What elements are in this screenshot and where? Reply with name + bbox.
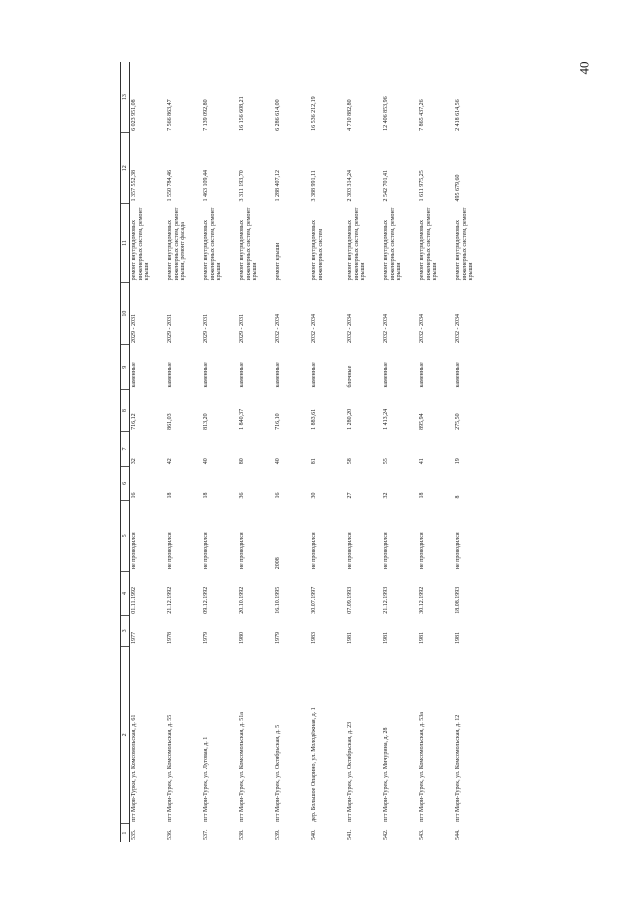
works-cell: ремонт внутридомовых инженерных систем, ремонт крыши: [419, 207, 438, 281]
period-cell: 2032 - 2034: [455, 313, 462, 343]
address-cell: пгт Мари-Турек, ул. Мичурина, д. 28: [383, 727, 390, 822]
cost1-cell: 495 679,60: [455, 174, 462, 202]
period-cell: 2032 - 2034: [275, 313, 282, 343]
floors-cell: 32: [383, 492, 390, 499]
column-header-11: 11: [121, 204, 130, 283]
material-cell: каменные: [455, 362, 462, 388]
row-number: 537.: [203, 829, 210, 840]
period-cell: 2032 - 2034: [347, 313, 354, 343]
date-cell: 20.10.1992: [239, 586, 246, 614]
date-cell: 21.12.1992: [167, 586, 174, 614]
cost1-cell: 3 311 193,70: [239, 170, 246, 202]
works-cell: ремонт внутридомовых инженерных систем, ремонт крыши: [455, 207, 474, 281]
column-header-10: 10: [121, 282, 130, 345]
status-cell: не проводился: [455, 532, 462, 570]
period-cell: 2032 - 2034: [383, 313, 390, 343]
period-cell: 2029 - 2031: [239, 313, 246, 343]
area-cell: 716,10: [275, 413, 282, 430]
date-cell: 09.12.1992: [203, 586, 210, 614]
address-cell: пгт Мари-Турек, ул. Луговая, д. 1: [203, 736, 210, 822]
cost1-cell: 1 463 109,44: [203, 170, 210, 202]
works-cell: ремонт внутридомовых инженерных систем, ремонт крыши, ремонт фасада: [167, 207, 186, 281]
column-header-1: 1: [121, 824, 130, 842]
status-cell: не проводился: [131, 532, 138, 570]
floors-cell: 16: [131, 492, 138, 499]
material-cell: каменные: [167, 362, 174, 388]
address-cell: пгт Мари-Турек, ул. Комсомольская, д. 53а: [419, 712, 426, 822]
table-row: [274, 62, 310, 842]
row-number: 539.: [275, 829, 282, 840]
address-cell: пгт Мари-Турек, ул. Комсомольская, д. 51а: [239, 712, 246, 822]
floors-cell: 8: [455, 495, 462, 499]
table-row: [202, 62, 238, 842]
status-cell: не проводился: [419, 532, 426, 570]
area-cell: 1 280,20: [347, 408, 354, 430]
status-cell: не проводился: [383, 532, 390, 570]
floors-cell: 18: [203, 492, 210, 499]
cost2-cell: 6 286 614,00: [275, 99, 282, 131]
apartments-cell: 41: [419, 458, 426, 465]
cost2-cell: 2 418 614,56: [455, 99, 462, 131]
year-built-cell: 1983: [311, 632, 318, 645]
cost2-cell: 7 566 863,47: [167, 99, 174, 131]
floors-cell: 16: [275, 492, 282, 499]
area-cell: 861,03: [167, 413, 174, 430]
works-cell: ремонт внутридомовых инженерных систем, ремонт крыши: [383, 207, 402, 281]
year-built-cell: 1978: [167, 632, 174, 645]
row-number: 541.: [347, 829, 354, 840]
table-row: [454, 62, 490, 842]
works-cell: ремонт внутридомовых инженерных систем, ремонт крыши: [203, 207, 222, 281]
apartments-cell: 32: [131, 458, 138, 465]
cost2-cell: 7 865 437,26: [419, 99, 426, 131]
date-cell: 16.10.1995: [275, 586, 282, 614]
cost2-cell: 7 139 092,80: [203, 99, 210, 131]
material-cell: каменные: [239, 362, 246, 388]
material-cell: каменные: [275, 362, 282, 388]
apartments-cell: 40: [275, 458, 282, 465]
cost2-cell: 12 406 853,96: [383, 96, 390, 131]
date-cell: 30.07.1997: [311, 586, 318, 614]
cost1-cell: 1 611 975,25: [419, 170, 426, 202]
row-number: 542.: [383, 829, 390, 840]
table-row: [238, 62, 274, 842]
status-cell: не проводился: [239, 532, 246, 570]
status-cell: не проводился: [347, 532, 354, 570]
year-built-cell: 1979: [275, 632, 282, 645]
table-row: [382, 62, 418, 842]
period-cell: 2029 - 2031: [131, 313, 138, 343]
material-cell: каменные: [203, 362, 210, 388]
period-cell: 2029 - 2031: [167, 313, 174, 343]
material-cell: каменные: [131, 362, 138, 388]
header-row: [121, 62, 130, 842]
apartments-cell: 58: [347, 458, 354, 465]
table-row: [130, 62, 167, 842]
address-cell: пгт Мари-Турек, ул. Комсомольская, д. 55: [167, 714, 174, 822]
column-header-9: 9: [121, 345, 130, 389]
cost1-cell: 1 288 407,12: [275, 170, 282, 202]
page-number: 40: [576, 61, 592, 75]
table-row: [166, 62, 202, 842]
status-cell: не проводился: [203, 532, 210, 570]
address-cell: пгт Мари-Турек, ул. Комсомольская, д. 12: [455, 714, 462, 822]
row-number: 540.: [311, 829, 318, 840]
table-row: [418, 62, 454, 842]
period-cell: 2032 - 2034: [419, 313, 426, 343]
column-header-8: 8: [121, 389, 130, 431]
period-cell: 2032 - 2034: [311, 313, 318, 343]
rotated-table: [120, 62, 540, 842]
material-cell: каменные: [383, 362, 390, 388]
table-row: [310, 62, 346, 842]
cost2-cell: 4 710 882,80: [347, 99, 354, 131]
column-header-3: 3: [121, 616, 130, 646]
row-number: 543.: [419, 829, 426, 840]
capital-repair-table: [120, 62, 490, 842]
status-cell: не проводился: [311, 532, 318, 570]
column-header-13: 13: [121, 62, 130, 133]
area-cell: 716,12: [131, 413, 138, 430]
apartments-cell: 42: [167, 458, 174, 465]
table-row: [346, 62, 382, 842]
floors-cell: 18: [167, 492, 174, 499]
area-cell: 895,94: [419, 413, 426, 430]
column-header-6: 6: [121, 466, 130, 500]
year-built-cell: 1981: [383, 632, 390, 645]
year-built-cell: 1981: [455, 632, 462, 645]
address-cell: дер. Большое Опарино, ул. Молодёжная, д. 1: [311, 707, 318, 822]
area-cell: 813,20: [203, 413, 210, 430]
works-cell: ремонт крыши: [275, 242, 282, 281]
year-built-cell: 1979: [203, 632, 210, 645]
material-cell: каменные: [311, 362, 318, 388]
status-cell: 2008: [275, 557, 282, 570]
date-cell: 30.12.1992: [419, 586, 426, 614]
column-header-5: 5: [121, 501, 130, 572]
row-number: 536.: [167, 829, 174, 840]
year-built-cell: 1980: [239, 632, 246, 645]
cost1-cell: 3 388 991,11: [311, 170, 318, 202]
apartments-cell: 55: [383, 458, 390, 465]
year-built-cell: 1981: [347, 632, 354, 645]
apartments-cell: 81: [311, 458, 318, 465]
address-cell: пгт Марв-Турки, ул. Комсомольская, д. 61: [131, 714, 138, 822]
row-number: 544.: [455, 829, 462, 840]
address-cell: пгт Мари-Турек, ул. Октябрьская, д. 5: [275, 724, 282, 822]
year-built-cell: 1981: [419, 632, 426, 645]
column-header-7: 7: [121, 432, 130, 466]
works-cell: ремонт внутридомовых инженерных систем, ремонт крыши: [239, 207, 258, 281]
area-cell: 275,50: [455, 413, 462, 430]
apartments-cell: 40: [203, 458, 210, 465]
apartments-cell: 19: [455, 458, 462, 465]
works-cell: ремонт внутридомовых инженерных систем, ремонт крыши: [131, 207, 150, 281]
row-number: 538.: [239, 829, 246, 840]
cost1-cell: 1 357 552,38: [131, 170, 138, 202]
cost1-cell: 2 303 314,24: [347, 170, 354, 202]
area-cell: 1 840,37: [239, 408, 246, 430]
material-cell: блочные: [347, 365, 354, 388]
works-cell: ремонт внутридомовых инженерных систем: [311, 220, 324, 281]
area-cell: 1 883,61: [311, 408, 318, 430]
date-cell: 01.11.1992: [131, 586, 138, 614]
cost1-cell: 2 542 701,41: [383, 170, 390, 202]
column-header-12: 12: [121, 133, 130, 204]
rotated-table-container: [120, 62, 540, 842]
date-cell: 18.08.1993: [455, 586, 462, 614]
floors-cell: 36: [239, 492, 246, 499]
works-cell: ремонт внутридомовых инженерных систем, ремонт крыши: [347, 207, 366, 281]
period-cell: 2029 - 2031: [203, 313, 210, 343]
column-header-4: 4: [121, 571, 130, 615]
table-body: [130, 62, 491, 842]
material-cell: каменные: [419, 362, 426, 388]
row-number: 535.: [131, 829, 138, 840]
status-cell: не проводился: [167, 532, 174, 570]
date-cell: 07.09.1993: [347, 586, 354, 614]
floors-cell: 27: [347, 492, 354, 499]
address-cell: пгт Мари-Турек, ул. Октябрьская, д. 23: [347, 721, 354, 822]
area-cell: 1 413,24: [383, 408, 390, 430]
cost1-cell: 1 550 784,46: [167, 170, 174, 202]
apartments-cell: 80: [239, 458, 246, 465]
cost2-cell: 6 023 951,08: [131, 99, 138, 131]
year-built-cell: 1977: [131, 632, 138, 645]
column-header-2: 2: [121, 646, 130, 824]
date-cell: 21.12.1993: [383, 586, 390, 614]
cost2-cell: 16 156 608,21: [239, 96, 246, 131]
cost2-cell: 16 536 212,19: [311, 96, 318, 131]
floors-cell: 30: [311, 492, 318, 499]
floors-cell: 18: [419, 492, 426, 499]
